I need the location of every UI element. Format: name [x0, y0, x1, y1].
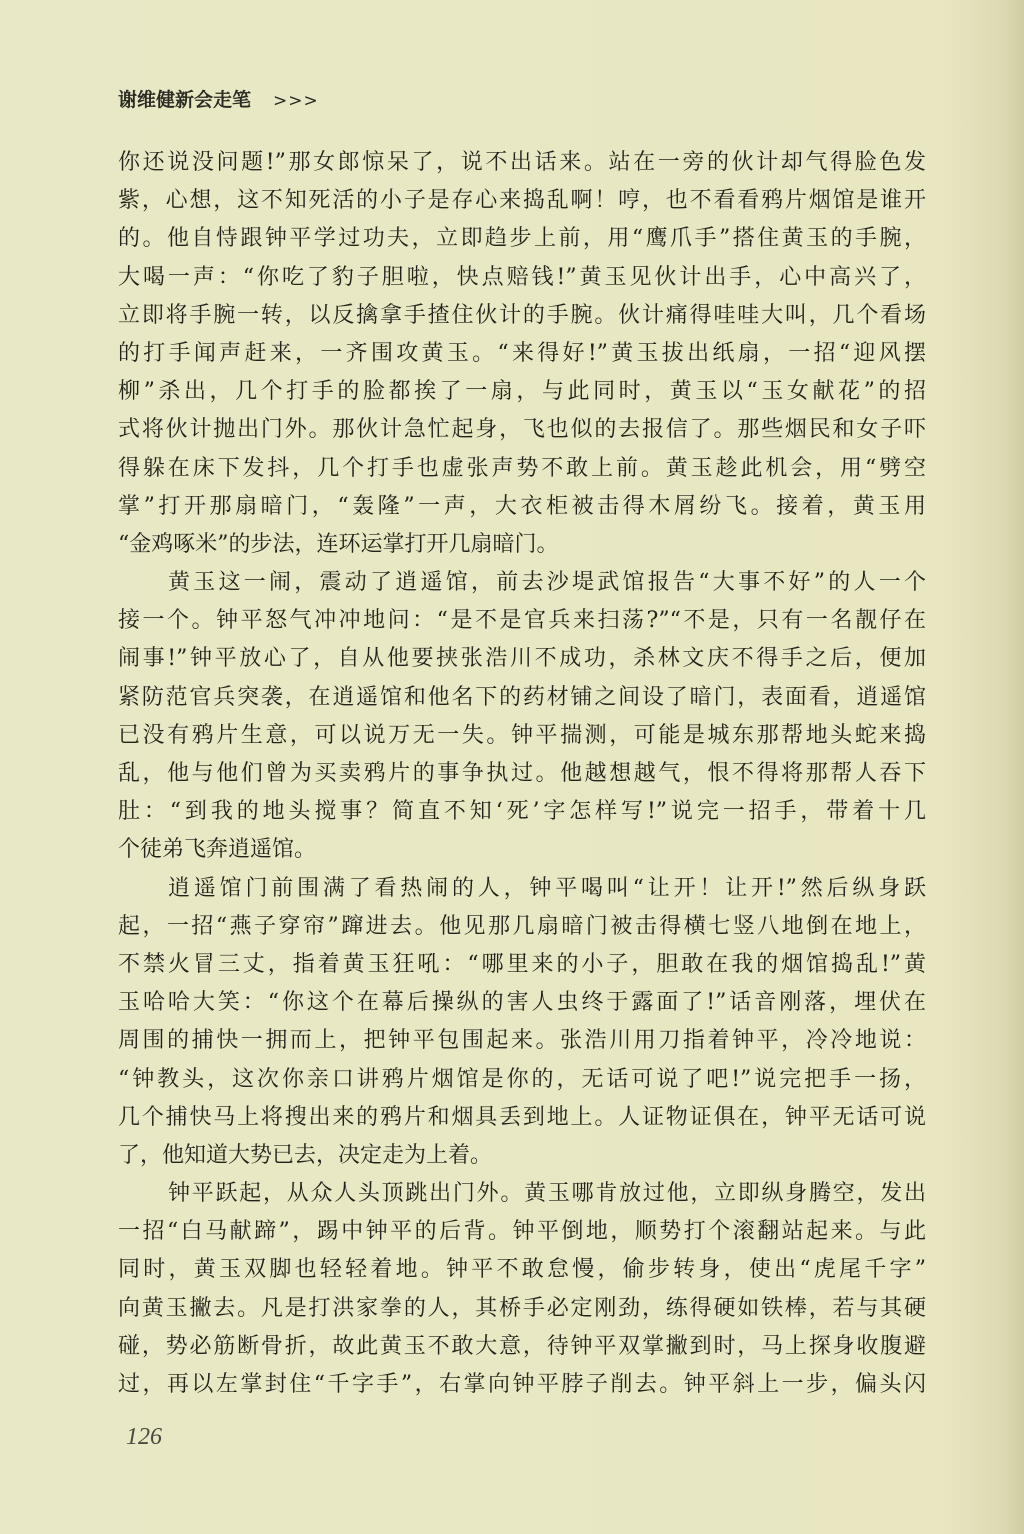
text-line: 大喝一声：“你吃了豹子胆啦，快点赔钱!”黄玉见伙计出手，心中高兴了，: [118, 264, 926, 290]
text-line: 肚：“到我的地头搅事？简直不知‘死’字怎样写!”说完一招手，带着十几: [118, 799, 926, 825]
text-line: 了，他知道大势已去，决定走为上着。: [118, 1142, 493, 1168]
paragraph: [118, 1175, 926, 1404]
text-line: 得躲在床下发抖，几个打手也虚张声势不敢上前。黄玉趁此机会，用“劈空: [118, 455, 926, 481]
text-line: 一招“白马献蹄”，踢中钟平的后背。钟平倒地，顺势打个滚翻站起来。与此: [118, 1219, 926, 1245]
text-line: 周围的捕快一拥而上，把钟平包围起来。张浩川用刀指着钟平，冷冷地说：: [118, 1028, 926, 1054]
text-line: 起，一招“燕子穿帘”蹿进去。他见那几扇暗门被击得横七竖八地倒在地上，: [118, 913, 926, 939]
text-line: 闹事!”钟平放心了，自从他要挟张浩川不成功，杀林文庆不得手之后，便加: [118, 646, 926, 672]
text-line: 的打手闻声赶来，一齐围攻黄玉。“来得好!”黄玉拔出纸扇，一招“迎风摆: [118, 340, 926, 366]
text-line: 立即将手腕一转，以反擒拿手揸住伙计的手腕。伙计痛得哇哇大叫，几个看场: [118, 302, 926, 328]
text-line: 同时，黄玉双脚也轻轻着地。钟平不敢怠慢，偷步转身，使出“虎尾千字”: [118, 1257, 926, 1283]
running-header: [118, 86, 319, 114]
text-line: 已没有鸦片生意，可以说万无一失。钟平揣测，可能是城东那帮地头蛇来捣: [118, 722, 926, 748]
header-arrows: >>>: [273, 91, 319, 111]
text-line: 逍遥馆门前围满了看热闹的人，钟平喝叫“让开！让开!”然后纵身跃: [168, 875, 926, 901]
text-line: “金鸡啄米”的步法，连环运掌打开几扇暗门。: [118, 531, 559, 557]
text-line: “钟教头，这次你亲口讲鸦片烟馆是你的，无话可说了吧!”说完把手一扬，: [118, 1066, 926, 1092]
body-text: [118, 144, 926, 1404]
text-line: 柳”杀出，几个打手的脸都挨了一扇，与此同时，黄玉以“玉女献花”的招: [118, 379, 926, 405]
text-line: 过，再以左掌封住“千字手”，右掌向钟平脖子削去。钟平斜上一步，偏头闪: [118, 1372, 926, 1397]
text-line: 掌”打开那扇暗门，“轰隆”一声，大衣柜被击得木屑纷飞。接着，黄玉用: [118, 493, 926, 519]
text-line: 紫，心想，这不知死活的小子是存心来捣乱啊！哼，也不看看鸦片烟馆是谁开: [118, 188, 926, 214]
text-line: 不禁火冒三丈，指着黄玉狂吼：“哪里来的小子，胆敢在我的烟馆捣乱!”黄: [118, 951, 926, 977]
text-line: 乱，他与他们曾为买卖鸦片的事争执过。他越想越气，恨不得将那帮人吞下: [118, 761, 926, 786]
text-line: 几个捕快马上将搜出来的鸦片和烟具丢到地上。人证物证俱在，钟平无话可说: [118, 1104, 926, 1130]
text-line: 紧防范官兵突袭，在逍遥馆和他名下的药材铺之间设了暗门，表面看，逍遥馆: [118, 684, 926, 710]
page-number: 126: [126, 1424, 162, 1450]
text-line: 你还说没问题!”那女郎惊呆了，说不出话来。站在一旁的伙计却气得脸色发: [118, 150, 926, 175]
paragraph: [118, 144, 926, 564]
text-line: 个徒弟飞奔逍遥馆。: [118, 837, 317, 863]
text-line: 碰，势必筋断骨折，故此黄玉不敢大意，待钟平双掌撇到时，马上探身收腹避: [118, 1333, 926, 1359]
paragraph: [118, 564, 926, 870]
text-line: 黄玉这一闹，震动了逍遥馆，前去沙堤武馆报告“大事不好”的人一个: [168, 570, 926, 596]
text-line: 接一个。钟平怒气冲冲地问：“是不是官兵来扫荡?”“不是，只有一名靓仔在: [118, 608, 926, 634]
paragraph: [118, 870, 926, 1176]
text-line: 钟平跃起，从众人头顶跳出门外。黄玉哪肯放过他，立即纵身腾空，发出: [168, 1181, 926, 1207]
header-title: 谢维健新会走笔: [118, 89, 252, 111]
text-line: 玉哈哈大笑：“你这个在幕后操纵的害人虫终于露面了!”话音刚落，埋伏在: [118, 990, 926, 1016]
text-line: 式将伙计抛出门外。那伙计急忙起身，飞也似的去报信了。那些烟民和女子吓: [118, 417, 926, 443]
text-line: 的。他自恃跟钟平学过功夫，立即趋步上前，用“鹰爪手”搭住黄玉的手腕，: [118, 226, 926, 252]
text-line: 向黄玉撇去。凡是打洪家拳的人，其桥手必定刚劲，练得硬如铁棒，若与其硬: [118, 1295, 926, 1321]
